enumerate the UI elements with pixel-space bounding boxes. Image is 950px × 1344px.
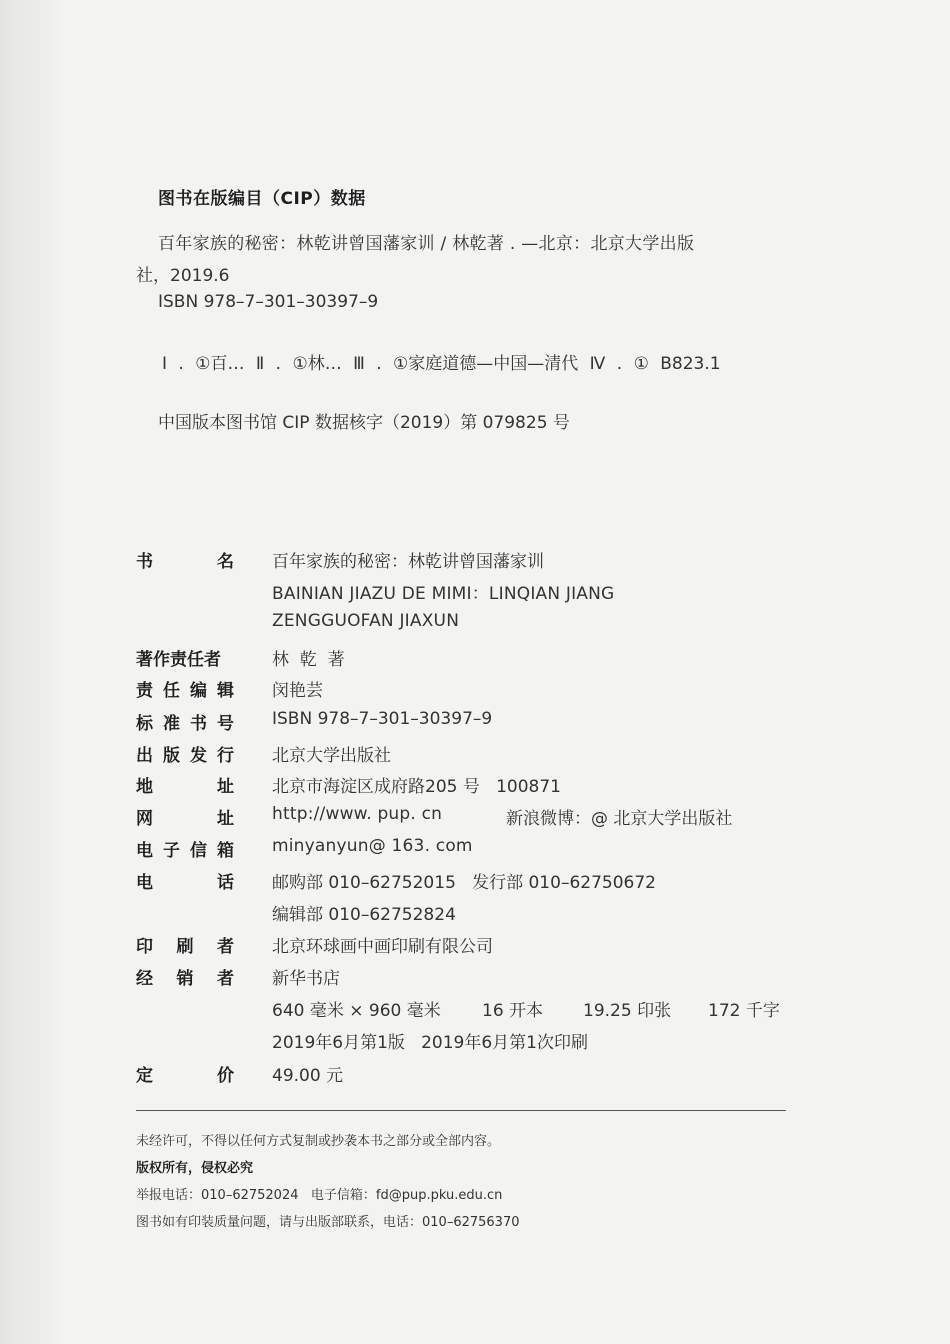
value-spec-size: 640 毫米 × 960 毫米 (272, 1001, 441, 1021)
value-phone-2: 编辑部 010–62752824 (272, 905, 456, 925)
value-website: http://www. pup. cn (272, 804, 443, 824)
footer-quality: 图书如有印装质量问题，请与出版部联系，电话：010–62756370 (136, 1215, 520, 1230)
value-spec-words: 172 千字 (708, 1001, 780, 1021)
label-author: 著作责任者 (136, 650, 221, 670)
footer-report: 举报电话：010–62752024 电子信箱：fd@pup.pku.edu.cn (136, 1188, 503, 1203)
label-email: 电 子 信 箱 (136, 841, 234, 861)
label-website: 网 址 (136, 809, 234, 829)
label-editor: 责 任 编 辑 (136, 681, 234, 701)
value-distributor: 新华书店 (272, 969, 340, 989)
footer-notice: 未经许可，不得以任何方式复制或抄袭本书之部分或全部内容。 (136, 1134, 501, 1149)
value-publisher: 北京大学出版社 (272, 746, 391, 766)
value-isbn: ISBN 978–7–301–30397–9 (272, 709, 493, 729)
cip-classification: Ⅰ . ①百… Ⅱ . ①林… Ⅲ . ①家庭道德—中国—清代 Ⅳ . ① B823.1 (162, 354, 721, 374)
value-book-pinyin-1: BAINIAN JIAZU DE MIMI：LINQIAN JIANG (272, 584, 615, 604)
value-price: 49.00 元 (272, 1066, 344, 1086)
label-printer: 印 刷 者 (136, 937, 234, 957)
label-address: 地 址 (136, 777, 234, 797)
cip-heading: 图书在版编目（CIP）数据 (158, 189, 366, 209)
label-isbn: 标 准 书 号 (136, 714, 234, 734)
value-address: 北京市海淀区成府路205 号 100871 (272, 777, 561, 797)
cip-title-line-1: 百年家族的秘密：林乾讲曾国藩家训 / 林乾著 . —北京：北京大学出版 (158, 234, 695, 254)
page-edge-shadow (0, 0, 60, 1344)
label-book-name: 书 名 (136, 552, 234, 572)
value-book-pinyin-2: ZENGGUOFAN JIAXUN (272, 611, 460, 631)
value-email: minyanyun@ 163. com (272, 836, 473, 856)
value-weibo: 新浪微博：@ 北京大学出版社 (506, 809, 733, 829)
value-book-name: 百年家族的秘密：林乾讲曾国藩家训 (272, 552, 544, 572)
label-publisher: 出 版 发 行 (136, 746, 234, 766)
label-phone: 电 话 (136, 873, 234, 893)
label-price: 定 价 (136, 1066, 234, 1086)
cip-verification: 中国版本图书馆 CIP 数据核字（2019）第 079825 号 (158, 413, 570, 433)
value-spec-sheets: 19.25 印张 (583, 1001, 672, 1021)
value-author: 林 乾 著 (272, 650, 345, 670)
cip-title-line-2: 社，2019.6 (136, 266, 230, 286)
footer-divider (136, 1110, 786, 1111)
label-distributor: 经 销 者 (136, 969, 234, 989)
info-row-specs (136, 996, 786, 1022)
cip-isbn: ISBN 978–7–301–30397–9 (158, 292, 379, 312)
value-edition: 2019年6月第1版 2019年6月第1次印刷 (272, 1033, 589, 1053)
footer-rights: 版权所有，侵权必究 (136, 1161, 254, 1176)
value-phone-1: 邮购部 010–62752015 发行部 010–62750672 (272, 873, 656, 893)
value-printer: 北京环球画中画印刷有限公司 (272, 937, 493, 957)
value-spec-format: 16 开本 (482, 1001, 544, 1021)
value-editor: 闵艳芸 (272, 681, 323, 701)
